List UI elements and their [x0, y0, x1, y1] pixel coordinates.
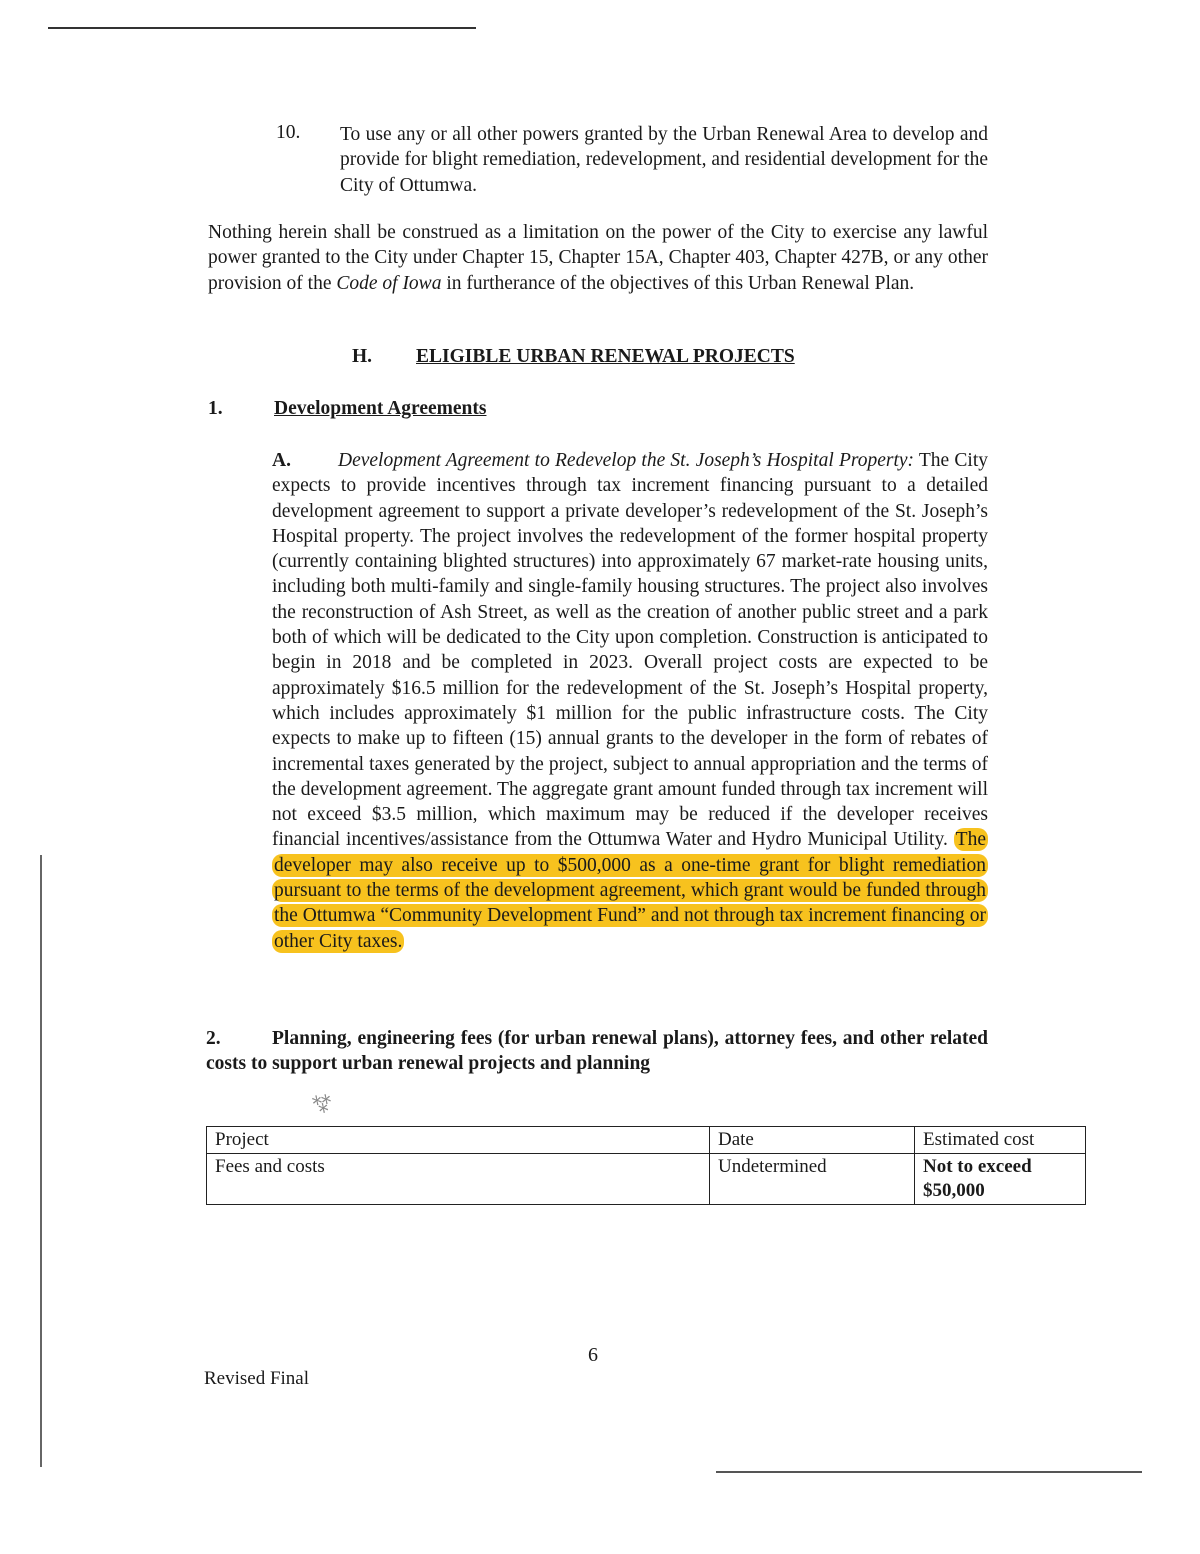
- development-agreement-paragraph: [272, 448, 988, 954]
- table-header-row: [207, 1127, 1086, 1154]
- cell-project: Fees and costs: [207, 1154, 710, 1205]
- cost-limit-amount: $50,000: [923, 1180, 985, 1201]
- page-number: 6: [588, 1344, 598, 1366]
- section-h-title: ELIGIBLE URBAN RENEWAL PROJECTS: [416, 346, 795, 367]
- code-of-iowa-reference: Code of Iowa: [336, 272, 442, 294]
- section-h-heading: [352, 346, 795, 368]
- section-2-heading: [206, 1026, 988, 1076]
- header-project: Project: [207, 1127, 710, 1154]
- header-date: Date: [710, 1127, 915, 1154]
- cell-estimated-cost: [915, 1154, 1086, 1205]
- section-2-number: 2.: [206, 1028, 221, 1049]
- section-h-letter: H.: [352, 346, 373, 367]
- scan-smudge-icon: ⁂: [306, 1088, 337, 1118]
- list-number-10: 10.: [276, 122, 301, 143]
- section-1-title: Development Agreements: [274, 398, 487, 419]
- paragraph-a-title: Development Agreement to Redevelop the St. Joseph’s Hospital Property:: [338, 450, 915, 471]
- cell-date: Undetermined: [710, 1154, 915, 1205]
- section-1-number: 1.: [208, 398, 223, 419]
- header-estimated-cost: Estimated cost: [915, 1127, 1086, 1154]
- scan-edge-bottom: [716, 1471, 1142, 1473]
- paragraph-a-label: A.: [272, 450, 291, 471]
- scan-edge-top: [48, 27, 476, 29]
- highlighted-text: The developer may also receive up to $500,000 as a one-time grant for blight remediation pursuant to the terms of the development agreement, which grant would be funded through the Ottumwa “Community Development Fund” and not through tax increment financing or other City taxes.: [274, 829, 986, 952]
- cost-limit-label: Not to exceed: [923, 1156, 1032, 1177]
- footer-label: Revised Final: [204, 1368, 310, 1389]
- scan-edge-left: [40, 855, 42, 1467]
- section-2-title: Planning, engineering fees (for urban renewal plans), attorney fees, and other related costs to support urban renewal projects and planning: [206, 1028, 988, 1074]
- cost-table: [206, 1126, 1086, 1205]
- limitation-paragraph: [208, 220, 988, 296]
- table-row: [207, 1154, 1086, 1205]
- limitation-text-start: Nothing herein shall be construed as a limitation on the power of the City to exercise any lawful power granted to the City under Chapter 15, Chapter 15A, Chapter 403, Chapter 427B, or any other provision of the: [208, 222, 988, 294]
- limitation-text-end: in furtherance of the objectives of this Urban Renewal Plan.: [441, 272, 915, 294]
- list-item-10-text: To use any or all other powers granted by the Urban Renewal Area to develop and provide for blight remediation, redevelopment, and residential development for the City of Ottumwa.: [340, 124, 988, 196]
- paragraph-a-body: The City expects to provide incentives through tax increment financing pursuant to a detailed development agreement to support a private developer’s redevelopment of the St. Joseph’s Hospital property. The project involves the redevelopment of the former hospital property (currently containing blighted structures) into approximately 67 market-rate housing units, including both multi-family and single-family housing structures. The project also involves the reconstruction of Ash Street, as well as the creation of another public street and a park both of which will be dedicated to the City upon completion. Construction is anticipated to begin in 2018 and be completed in 2023. Overall project costs are expected to be approximately $16.5 million for the redevelopment of the St. Joseph’s Hospital property, which includes approximately $1 million for the public infrastructure costs. The City expects to make up to fifteen (15) annual grants to the developer in the form of rebates of incremental taxes generated by the project, subject to annual appropriation and the terms of the development agreement. The aggregate grant amount funded through tax increment will not exceed $3.5 million, which maximum may be reduced if the developer receives financial incentives/assistance from the Ottumwa Water and Hydro Municipal Utility.: [272, 450, 988, 851]
